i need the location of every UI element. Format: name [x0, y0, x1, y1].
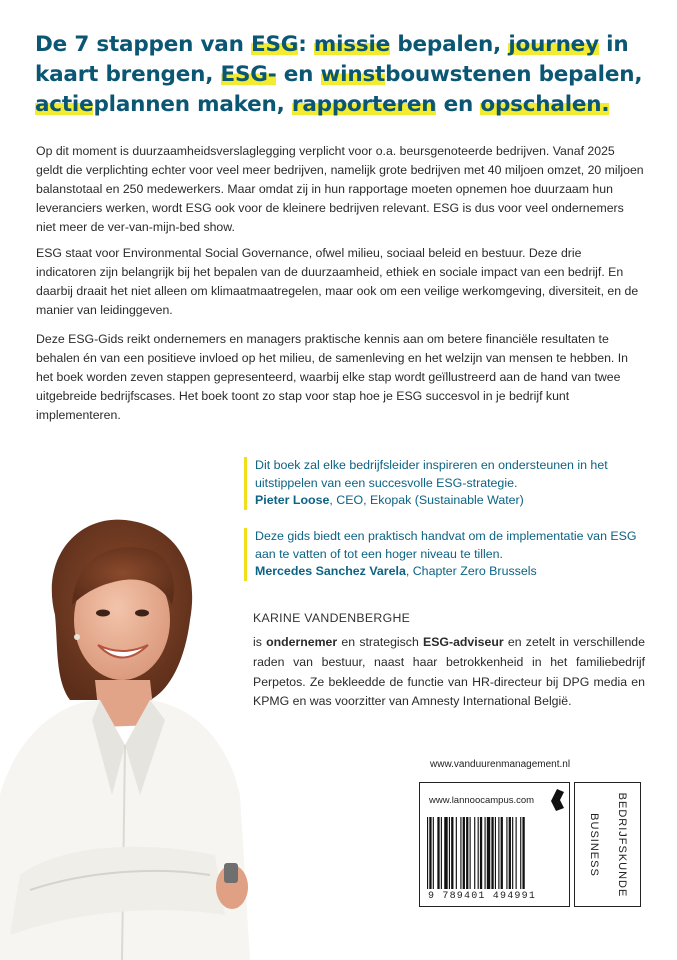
barcode-bar [451, 817, 453, 889]
quote-text: Dit boek zal elke bedrijfsleider inspireren en ondersteunen in het uitstippelen van een succesvolle ESG-strategie. [255, 458, 608, 490]
author-bio [253, 633, 645, 712]
barcode-bar [474, 817, 475, 889]
barcode-bar [433, 817, 434, 889]
barcode-bar [491, 817, 493, 889]
headline-text: De 7 stappen van [35, 32, 252, 57]
bio-text: is [253, 635, 267, 649]
body-paragraph-1: Op dit moment is duurzaamheidsverslaglegging verplicht voor o.a. beursgenoteerde bedrijven. Vanaf 2025 geldt die verplichting echter voor veel meer bedrijven, namelijk grote bedrijven met 40 miljoen omzet, 20 miljoen balanstotaal en 250 medewerkers. Maar omdat zij in hun rapportage moeten opnemen hoe duurzaam hun leveranciers werken, wordt ESG ook voor de kleinere bedrijven relevant. ESG is dus voor veel ondernemers niet meer de ver-van-mijn-bed show. [36, 144, 644, 234]
barcode-bar [495, 817, 496, 889]
author-name: KARINE VANDENBERGHE [253, 611, 411, 625]
barcode-bar [466, 817, 468, 889]
quote-author: Mercedes Sanchez Varela [255, 564, 406, 578]
barcode-bar [460, 817, 461, 889]
publisher-url[interactable]: www.lannoocampus.com [429, 795, 535, 806]
publisher-logo-icon [548, 789, 564, 811]
headline-highlight: winst [320, 62, 386, 87]
barcode-bar [429, 817, 431, 889]
headline-text: bouwstenen bepalen, [385, 62, 643, 87]
barcode-bar [478, 817, 479, 889]
quote-role: , Chapter Zero Brussels [405, 564, 537, 578]
barcode-bar [441, 817, 442, 889]
barcode-bar [516, 817, 517, 889]
headline-highlight: journey [508, 32, 599, 57]
barcode-bar [437, 817, 439, 889]
headline-text: plannen maken, [93, 92, 292, 117]
headline-highlight: rapporteren [291, 92, 437, 117]
headline-text: in kaart brengen, [35, 32, 629, 87]
barcode-bar [485, 817, 486, 889]
barcode-bar [470, 817, 471, 889]
barcode-bar [449, 817, 450, 889]
barcode-bar [487, 817, 490, 889]
body-paragraph-3: Deze ESG-Gids reikt ondernemers en managers praktische kennis aan om betere financiële resultaten te behalen én van een positieve invloed op het milieu, de samenleving en het welzijn van mensen te hebben. In het boek worden zeven stappen gepresenteerd, waarbij elke stap wordt geïllustreerd aan de hand van twee uitgebreide bedrijfscases. Het boek toont zo stap voor stap hoe je ESG succesvol in je bedrijf kunt implementeren. [36, 332, 629, 422]
barcode-bar [501, 817, 503, 889]
quote-role: , CEO, Ekopak (Sustainable Water) [329, 493, 524, 507]
barcode-bar [427, 817, 428, 889]
bio-emphasis: ESG-adviseur [423, 635, 504, 649]
body-paragraph-2: ESG staat voor Environmental Social Governance, ofwel milieu, sociaal beleid en bestuur. Deze drie indicatoren zijn belangrijk bij het bepalen van de duurzaamheid, ethiek en sociale impact van een bedrijf. En daarbij draait het niet alleen om klimaatmaatregelen, maar ook om een veilige werkomgeving, diversiteit, en de manier van leidinggeven. [36, 246, 639, 317]
barcode-bar [520, 817, 521, 889]
category-primary: BEDRIJFSKUNDE [616, 792, 628, 898]
headline-highlight: actie [35, 92, 94, 117]
quote-author: Pieter Loose [255, 493, 330, 507]
headline-highlight: missie [313, 32, 391, 57]
barcode-bar [463, 817, 465, 889]
bio-text: en zetelt in verschillende raden van bestuur, naast haar betrokkenheid in het familiebedrijf Perpetos. Ze bekleedde de functie van HR-directeur bij DPG media en KPMG en was voorzitter van Amnesty International België. [253, 635, 645, 709]
category-box [574, 782, 641, 907]
quote-text: Deze gids biedt een praktisch handvat om de implementatie van ESG aan te vatten of tot een hoger niveau te tillen. [255, 529, 637, 561]
category-secondary: BUSINESS [588, 813, 600, 877]
headline-highlight: ESG- [220, 62, 277, 87]
headline [35, 30, 650, 120]
barcode-bar [509, 817, 511, 889]
endorsement-quote-2 [244, 528, 660, 581]
publisher-website[interactable]: www.vanduurenmanagement.nl [430, 759, 571, 770]
bio-emphasis: ondernemer [266, 635, 338, 649]
headline-text: en [436, 92, 481, 117]
barcode-box [419, 782, 570, 907]
endorsement-quote-1 [244, 457, 660, 510]
barcode-bar [506, 817, 507, 889]
barcode-bar [522, 817, 524, 889]
barcode-bar [512, 817, 513, 889]
bio-text: en strategisch [337, 635, 424, 649]
isbn-number: 9 789401 494991 [428, 891, 537, 902]
author-photo [0, 495, 250, 960]
headline-highlight: opschalen. [480, 92, 610, 117]
barcode-bar [456, 817, 457, 889]
headline-highlight: ESG [251, 32, 299, 57]
barcode-bar [480, 817, 482, 889]
barcode [427, 817, 564, 889]
headline-text: en [276, 62, 321, 87]
barcode-bar [498, 817, 499, 889]
headline-text: bepalen, [390, 32, 509, 57]
barcode-bar [444, 817, 447, 889]
headline-text: : [298, 32, 314, 57]
